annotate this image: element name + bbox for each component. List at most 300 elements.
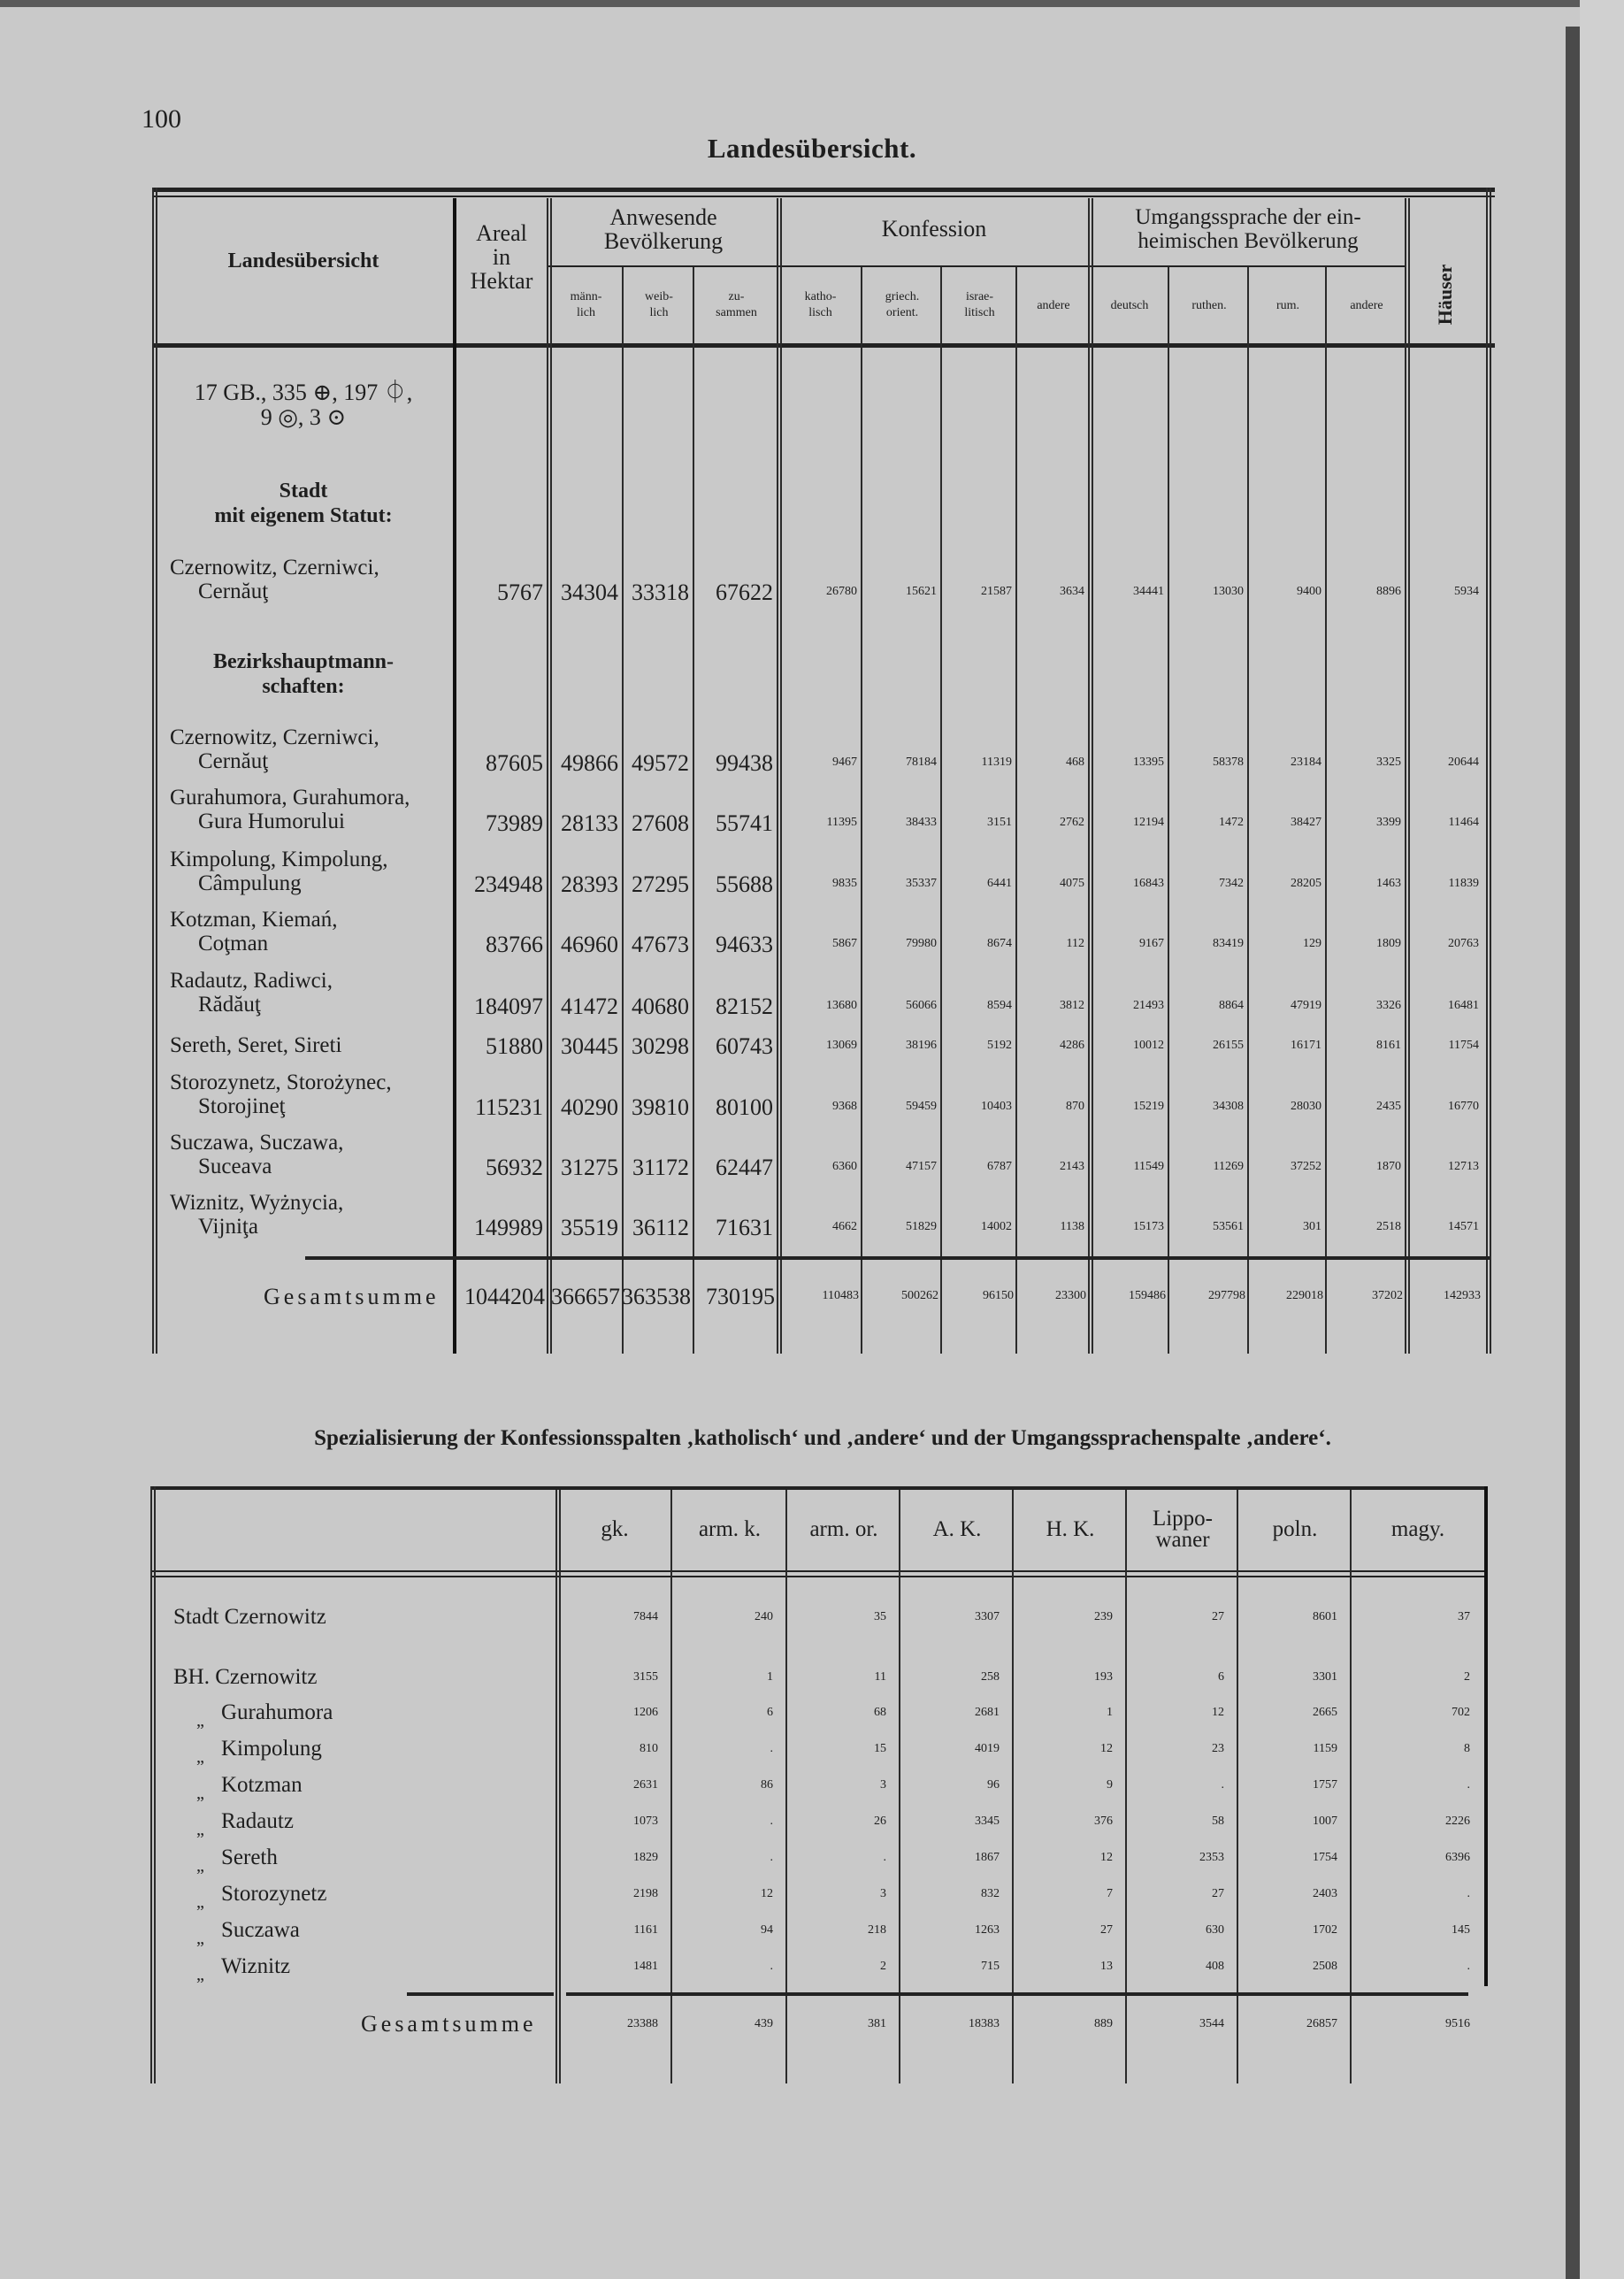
row-name: Czernowitz, Czerniwci, xyxy=(170,725,379,749)
conf-subheader-rule xyxy=(778,265,1090,267)
table-cell: 15 xyxy=(874,1742,886,1755)
table-cell: 36112 xyxy=(632,1215,689,1240)
table-cell: 12 xyxy=(761,1887,773,1900)
column-rule xyxy=(861,267,862,1354)
table-cell: 7 xyxy=(1107,1887,1113,1900)
total-cell: 363538 xyxy=(622,1284,691,1309)
table-cell: 87605 xyxy=(486,750,543,776)
row-name: Suceava xyxy=(198,1155,272,1178)
header-confession-col: griech. xyxy=(885,290,920,303)
table-cell: 1 xyxy=(1107,1706,1113,1719)
table-cell: 12194 xyxy=(1133,816,1164,829)
table-cell: 1138 xyxy=(1060,1220,1084,1233)
table-cell: 67622 xyxy=(716,579,773,605)
table-cell: 2762 xyxy=(1060,816,1084,829)
section-city: Stadt xyxy=(279,480,328,503)
table-cell: 8864 xyxy=(1219,999,1244,1012)
table2-right-border xyxy=(1484,1486,1488,1986)
table-cell: 26780 xyxy=(826,585,857,598)
table-cell: 40290 xyxy=(561,1094,618,1120)
header-language-col: andere xyxy=(1350,299,1383,312)
row-name: Radautz xyxy=(221,1809,294,1833)
header-confession-col: litisch xyxy=(964,306,995,319)
table-cell: 38196 xyxy=(906,1039,937,1052)
table-cell: 35337 xyxy=(906,877,937,890)
table-cell: 870 xyxy=(1066,1100,1084,1113)
table-cell: 49866 xyxy=(561,750,618,776)
table-cell: 15173 xyxy=(1133,1220,1164,1233)
table-cell: 30445 xyxy=(561,1033,618,1059)
table-cell: 14002 xyxy=(981,1220,1012,1233)
table-cell: 49572 xyxy=(632,750,689,776)
table-top-rule xyxy=(152,188,1495,192)
table-cell: 9167 xyxy=(1139,937,1164,950)
ditto-mark: „ xyxy=(196,1929,204,1948)
table-cell: 8674 xyxy=(987,937,1012,950)
table-cell: 1263 xyxy=(975,1923,1000,1937)
row-name: Sereth, Seret, Sireti xyxy=(170,1033,342,1057)
section-city: mit eigenem Statut: xyxy=(214,504,393,527)
table-cell: 55741 xyxy=(716,810,773,836)
row-name: Kotzman xyxy=(221,1773,303,1797)
table2-header: arm. or. xyxy=(809,1517,878,1541)
header-areal: in xyxy=(492,244,511,270)
table-cell: 21587 xyxy=(981,585,1012,598)
table-cell: 6360 xyxy=(832,1160,857,1173)
table-cell: 3399 xyxy=(1376,816,1401,829)
table-cell: 16481 xyxy=(1448,999,1479,1012)
table-cell: 47673 xyxy=(632,932,689,957)
table-cell: 149989 xyxy=(474,1215,543,1240)
table2-total-cell: 23388 xyxy=(627,2017,658,2030)
table-cell: 112 xyxy=(1066,937,1084,950)
header-landesuebersicht: Landesübersicht xyxy=(227,249,379,272)
table-cell: 13395 xyxy=(1133,756,1164,769)
table-cell: 58378 xyxy=(1213,756,1244,769)
total-cell: 142933 xyxy=(1444,1289,1481,1302)
table-cell: . xyxy=(1467,1887,1470,1900)
table-cell: 55688 xyxy=(716,871,773,897)
table2-left-border xyxy=(150,1486,156,2083)
table-cell: 11395 xyxy=(826,816,857,829)
row-name: Wiznitz, Wyżnycia, xyxy=(170,1191,344,1215)
header-population-col: lich xyxy=(577,306,595,319)
table-cell: 28205 xyxy=(1291,877,1321,890)
table-cell: 80100 xyxy=(716,1094,773,1120)
table-cell: 28393 xyxy=(561,871,618,897)
table-cell: 47157 xyxy=(906,1160,937,1173)
column-rule xyxy=(1405,198,1410,1354)
table2-total-cell: 439 xyxy=(755,2017,773,2030)
row-name: Gurahumora, Gurahumora, xyxy=(170,786,410,810)
row-name: Cernăuţ xyxy=(198,579,269,603)
row-name: Câmpulung xyxy=(198,871,302,895)
table-cell: 6441 xyxy=(987,877,1012,890)
table-cell: 83766 xyxy=(486,932,543,957)
table-cell: 3301 xyxy=(1313,1670,1337,1684)
table-cell: 9 xyxy=(1107,1778,1113,1792)
row-name: BH. Czernowitz xyxy=(173,1665,318,1689)
table-cell: 96 xyxy=(987,1778,1000,1792)
table-cell: 11754 xyxy=(1448,1039,1479,1052)
table2-top-rule xyxy=(150,1486,1484,1490)
table-cell: 12713 xyxy=(1448,1160,1479,1173)
table-cell: 11464 xyxy=(1448,816,1479,829)
table-cell: 27 xyxy=(1212,1610,1224,1623)
header-population-col: sammen xyxy=(716,306,757,319)
row-name: Sereth xyxy=(221,1845,278,1869)
row-name: Suczawa, Suczawa, xyxy=(170,1131,344,1155)
row-name: Vijniţa xyxy=(198,1215,258,1239)
header-confession-group: Konfession xyxy=(881,216,987,242)
table-cell: 2508 xyxy=(1313,1960,1337,1973)
header-language-col: rum. xyxy=(1275,299,1300,312)
table-cell: 21493 xyxy=(1133,999,1164,1012)
table2-total-cell: 889 xyxy=(1094,2017,1113,2030)
table-cell: 28133 xyxy=(561,810,618,836)
table-cell: 71631 xyxy=(716,1215,773,1240)
table-cell: 2143 xyxy=(1060,1160,1084,1173)
header-population-col: zu- xyxy=(728,290,745,303)
table-cell: 9400 xyxy=(1297,585,1321,598)
column-rule xyxy=(1247,267,1249,1354)
table-cell: 1206 xyxy=(633,1706,658,1719)
header-population-group: Anwesende xyxy=(609,204,717,230)
table-cell: 12 xyxy=(1212,1706,1224,1719)
table-cell: 6 xyxy=(767,1706,773,1719)
table-cell: 11319 xyxy=(981,756,1012,769)
total-cell: 730195 xyxy=(706,1284,775,1309)
table-cell: 9835 xyxy=(832,877,857,890)
table-cell: 82152 xyxy=(716,994,773,1019)
table-cell: 193 xyxy=(1094,1670,1113,1684)
table2-header: gk. xyxy=(601,1517,629,1541)
ditto-mark: „ xyxy=(196,1892,204,1912)
table-cell: 16843 xyxy=(1133,877,1164,890)
table-cell: 2403 xyxy=(1313,1887,1337,1900)
ditto-mark: „ xyxy=(196,1965,204,1984)
table-cell: 3307 xyxy=(975,1610,1000,1623)
table2-total-cell: 3544 xyxy=(1199,2017,1224,2030)
table-cell: 23184 xyxy=(1291,756,1321,769)
total-label: Gesamtsumme xyxy=(264,1284,440,1309)
table-cell: 8601 xyxy=(1313,1610,1337,1623)
table-cell: 37 xyxy=(1458,1610,1470,1623)
row-name: Wiznitz xyxy=(221,1954,291,1978)
row-name: Stadt Czernowitz xyxy=(173,1605,326,1629)
row-name: Coţman xyxy=(198,932,269,955)
header-population-col: lich xyxy=(649,306,669,319)
table-cell: 40680 xyxy=(632,994,689,1019)
table-top-rule-thin xyxy=(152,196,1495,197)
table-cell: 31172 xyxy=(632,1155,689,1180)
total-cell: 366657 xyxy=(551,1284,620,1309)
total-cell: 159486 xyxy=(1129,1289,1166,1302)
row-name: Radautz, Radiwci, xyxy=(170,969,333,993)
table-cell: 6396 xyxy=(1445,1851,1470,1864)
table-cell: 3634 xyxy=(1060,585,1084,598)
table-cell: 1754 xyxy=(1313,1851,1337,1864)
table2-header: H. K. xyxy=(1046,1517,1095,1541)
table-cell: 408 xyxy=(1206,1960,1224,1973)
table2-total-cell: 18383 xyxy=(969,2017,1000,2030)
binding-edge xyxy=(1566,27,1580,2279)
table-cell: 2665 xyxy=(1313,1706,1337,1719)
table-cell: 11 xyxy=(874,1670,886,1684)
table-cell: 6 xyxy=(1218,1670,1224,1684)
row-name: Czernowitz, Czerniwci, xyxy=(170,556,379,579)
table2-header: waner xyxy=(1155,1528,1210,1552)
table-cell: 94633 xyxy=(716,932,773,957)
ditto-mark: „ xyxy=(196,1856,204,1876)
ditto-mark: „ xyxy=(196,1784,204,1803)
table-cell: 2681 xyxy=(975,1706,1000,1719)
header-population-col: weib- xyxy=(645,290,673,303)
table-cell: 832 xyxy=(981,1887,1000,1900)
table-cell: 1867 xyxy=(975,1851,1000,1864)
header-confession-col: katho- xyxy=(804,290,837,303)
table-cell: 94 xyxy=(761,1923,773,1937)
table-cell: . xyxy=(1221,1778,1224,1792)
row-name: Kimpolung, Kimpolung, xyxy=(170,848,388,871)
header-areal: Hektar xyxy=(470,268,533,294)
table-cell: . xyxy=(883,1851,886,1864)
table-cell: 27 xyxy=(1212,1887,1224,1900)
row-name: Suczawa xyxy=(221,1918,300,1942)
table-cell: 13680 xyxy=(826,999,857,1012)
table-cell: 1481 xyxy=(633,1960,658,1973)
table-cell: 3812 xyxy=(1060,999,1084,1012)
table-cell: 3345 xyxy=(975,1815,1000,1828)
table-cell: 62447 xyxy=(716,1155,773,1180)
table-cell: 8896 xyxy=(1376,585,1401,598)
column-rule xyxy=(777,198,782,1354)
column-rule xyxy=(940,267,942,1354)
row-name: Cernăuţ xyxy=(198,749,269,773)
table2-total-label: Gesamtsumme xyxy=(361,2011,537,2037)
table-cell: 35519 xyxy=(561,1215,618,1240)
table-cell: 38433 xyxy=(906,816,937,829)
summary-line: 9 ◎, 3 ⊙ xyxy=(260,404,347,430)
table-cell: 3326 xyxy=(1376,999,1401,1012)
table-cell: 11839 xyxy=(1448,877,1479,890)
table2-total-rule-left xyxy=(407,1992,554,1996)
table-cell: 5192 xyxy=(987,1039,1012,1052)
total-cell: 500262 xyxy=(901,1289,938,1302)
table-cell: 23 xyxy=(1212,1742,1224,1755)
pop-subheader-rule xyxy=(548,265,778,267)
page-number: 100 xyxy=(142,104,181,134)
table-cell: 83419 xyxy=(1213,937,1244,950)
table-cell: 3 xyxy=(880,1778,886,1792)
table-cell: 810 xyxy=(640,1742,658,1755)
table-cell: 9368 xyxy=(832,1100,857,1113)
table-cell: 1 xyxy=(767,1670,773,1684)
total-cell: 37202 xyxy=(1372,1289,1403,1302)
table-cell: 1463 xyxy=(1376,877,1401,890)
table-cell: 30298 xyxy=(632,1033,689,1059)
ditto-mark: „ xyxy=(196,1711,204,1730)
total-rule xyxy=(305,1256,1490,1260)
table-cell: 68 xyxy=(874,1706,886,1719)
table-cell: 16171 xyxy=(1291,1039,1321,1052)
table2-header-rule-2 xyxy=(150,1576,1484,1577)
table-cell: 16770 xyxy=(1448,1100,1479,1113)
header-language-group: Umgangssprache der ein- xyxy=(1135,205,1361,229)
table-cell: 41472 xyxy=(561,994,618,1019)
total-cell: 297798 xyxy=(1208,1289,1245,1302)
header-houses: Häuser xyxy=(1434,264,1456,326)
table-cell: 184097 xyxy=(474,994,543,1019)
table-cell: 27295 xyxy=(632,871,689,897)
table-cell: 47919 xyxy=(1291,999,1321,1012)
table-cell: 8 xyxy=(1464,1742,1470,1755)
table-cell: 218 xyxy=(868,1923,886,1937)
total-cell: 1044204 xyxy=(464,1284,545,1309)
table-cell: 1809 xyxy=(1376,937,1401,950)
row-name: Kotzman, Kiemań, xyxy=(170,908,338,932)
header-language-col: deutsch xyxy=(1110,299,1149,312)
table-cell: 5867 xyxy=(832,937,857,950)
table-cell: 2198 xyxy=(633,1887,658,1900)
table-cell: 4019 xyxy=(975,1742,1000,1755)
table-cell: 234948 xyxy=(474,871,543,897)
table2-total-rule xyxy=(566,1992,1468,1996)
table-cell: 11269 xyxy=(1213,1160,1244,1173)
section-districts: Bezirkshauptmann- xyxy=(212,650,395,673)
table-cell: 2518 xyxy=(1376,1220,1401,1233)
table-cell: 28030 xyxy=(1291,1100,1321,1113)
table-cell: 60743 xyxy=(716,1033,773,1059)
table-cell: 10012 xyxy=(1133,1039,1164,1052)
table-cell: 53561 xyxy=(1213,1220,1244,1233)
row-name: Storojineţ xyxy=(198,1094,286,1118)
table-cell: 301 xyxy=(1303,1220,1321,1233)
table2-header: magy. xyxy=(1390,1517,1445,1541)
table-cell: 8161 xyxy=(1376,1039,1401,1052)
row-name: Storozynetz, Storożynec, xyxy=(170,1070,392,1094)
table-cell: 115231 xyxy=(474,1094,543,1120)
page-margin-right xyxy=(1580,0,1624,2279)
section-districts: schaften: xyxy=(262,675,345,698)
table-cell: 86 xyxy=(761,1778,773,1792)
table-cell: 3151 xyxy=(987,816,1012,829)
table-cell: 11549 xyxy=(1133,1160,1164,1173)
table-cell: 7342 xyxy=(1219,877,1244,890)
column-rule xyxy=(1088,198,1093,1354)
table-cell: 630 xyxy=(1206,1923,1224,1937)
table-cell: 12 xyxy=(1100,1742,1113,1755)
table-cell: 51880 xyxy=(486,1033,543,1059)
specialization-title: Spezialisierung der Konfessionsspalten ‚katholisch‘ und ‚andere‘ und der Umgangssprachenspalte ‚andere‘. xyxy=(314,1426,1331,1450)
table-cell: 27 xyxy=(1100,1923,1113,1937)
table2-header: A. K. xyxy=(932,1517,982,1541)
table-cell: 240 xyxy=(755,1610,773,1623)
table-cell: 1472 xyxy=(1219,816,1244,829)
table-cell: 1159 xyxy=(1313,1742,1337,1755)
table2-total-cell: 26857 xyxy=(1306,2017,1337,2030)
table-cell: 99438 xyxy=(716,750,773,776)
table-cell: 6787 xyxy=(987,1160,1012,1173)
table-cell: 13030 xyxy=(1213,585,1244,598)
table-cell: 1161 xyxy=(633,1923,658,1937)
table-cell: 13 xyxy=(1100,1960,1113,1973)
table-cell: 1757 xyxy=(1313,1778,1337,1792)
total-cell: 229018 xyxy=(1286,1289,1323,1302)
table-cell: . xyxy=(1467,1960,1470,1973)
table2-header: Lippo- xyxy=(1152,1507,1214,1531)
table-cell: 31275 xyxy=(561,1155,618,1180)
table-cell: 10403 xyxy=(981,1100,1012,1113)
table-cell: 14571 xyxy=(1448,1220,1479,1233)
table-cell: 34308 xyxy=(1213,1100,1244,1113)
table-cell: 1007 xyxy=(1313,1815,1337,1828)
table2-header: poln. xyxy=(1272,1517,1318,1541)
total-cell: 23300 xyxy=(1055,1289,1086,1302)
table-cell: 4286 xyxy=(1060,1039,1084,1052)
table-cell: 258 xyxy=(981,1670,1000,1684)
page-top-edge xyxy=(0,0,1624,7)
table-cell: 702 xyxy=(1452,1706,1470,1719)
table-cell: 27608 xyxy=(632,810,689,836)
header-population-col: männ- xyxy=(570,290,602,303)
table-cell: 1829 xyxy=(633,1851,658,1864)
table-cell: 2 xyxy=(1464,1670,1470,1684)
table2-total-cell: 9516 xyxy=(1445,2017,1470,2030)
header-language-col: ruthen. xyxy=(1191,299,1227,312)
table-cell: 37252 xyxy=(1291,1160,1321,1173)
table-cell: 129 xyxy=(1303,937,1321,950)
column-rule xyxy=(1325,267,1327,1354)
table-cell: 4075 xyxy=(1060,877,1084,890)
table-cell: 15621 xyxy=(906,585,937,598)
table-cell: 145 xyxy=(1452,1923,1470,1937)
table-cell: 33318 xyxy=(632,579,689,605)
row-name: Gura Humorului xyxy=(198,810,345,833)
column-rule xyxy=(1168,267,1169,1354)
table-cell: 15219 xyxy=(1133,1100,1164,1113)
table-cell: 4662 xyxy=(832,1220,857,1233)
table-cell: 1702 xyxy=(1313,1923,1337,1937)
table-cell: 56932 xyxy=(486,1155,543,1180)
total-cell: 96150 xyxy=(983,1289,1014,1302)
ditto-mark: „ xyxy=(196,1747,204,1767)
table-cell: 715 xyxy=(981,1960,1000,1973)
table-cell: 7844 xyxy=(633,1610,658,1623)
table-cell: 3 xyxy=(880,1887,886,1900)
table-cell: 376 xyxy=(1094,1815,1113,1828)
table-cell: 73989 xyxy=(486,810,543,836)
table-cell: . xyxy=(770,1851,773,1864)
table-cell: 2353 xyxy=(1199,1851,1224,1864)
table-cell: 59459 xyxy=(906,1100,937,1113)
table-cell: 46960 xyxy=(561,932,618,957)
header-confession-col: andere xyxy=(1037,299,1070,312)
table-cell: 8594 xyxy=(987,999,1012,1012)
table-cell: 5767 xyxy=(497,579,543,605)
table-cell: 26 xyxy=(874,1815,886,1828)
table-cell: 39810 xyxy=(632,1094,689,1120)
table-cell: 20644 xyxy=(1448,756,1479,769)
table-cell: . xyxy=(770,1742,773,1755)
row-name: Storozynetz xyxy=(221,1882,327,1906)
table-left-border xyxy=(152,188,157,1354)
table-cell: 239 xyxy=(1094,1610,1113,1623)
table-cell: 56066 xyxy=(906,999,937,1012)
table-cell: 34304 xyxy=(561,579,618,605)
column-rule xyxy=(1015,267,1017,1354)
table-cell: 468 xyxy=(1066,756,1084,769)
